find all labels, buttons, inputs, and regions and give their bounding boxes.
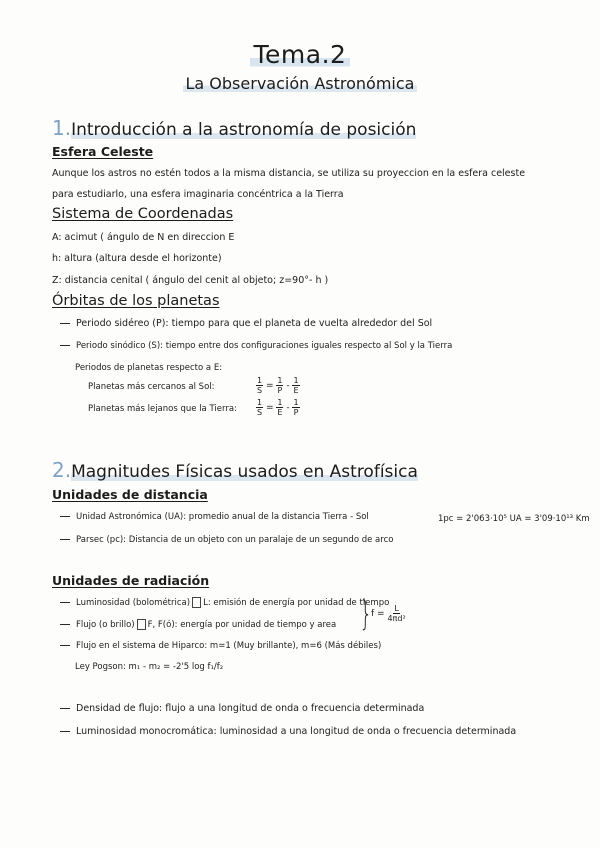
boxed-symbol [137,619,146,630]
distancia-heading: Unidades de distancia [52,487,208,502]
page-subtitle: La Observación Astronómica [0,74,600,93]
planetas-cercanos-label: Planetas más cercanos al Sol: [88,382,215,392]
periodo-sinodico: Periodo sinódico (S): tiempo entre dos configuraciones iguales respecto al Sol y la Tierra [60,341,452,351]
ley-pogson: Ley Pogson: m₁ - m₂ = -2'5 log f₁/f₂ [75,662,224,672]
bullet-dash [60,624,70,625]
formula-lejanos: $\frac{1}{S}$ = $\frac{1}{E}$ - $\frac{1}{P}$ [257,398,299,417]
bullet-dash [60,539,70,540]
flux-formula: f = $\frac{L}{\text{4πd²}}$ [371,604,406,623]
bullet-dash [60,345,70,346]
coord-acimut: A: acimut ( ángulo de N en direccion E [52,232,235,243]
coordenadas-heading: Sistema de Coordenadas [52,206,234,222]
periodo-sidereo: Periodo sidéreo (P): tiempo para que el planeta de vuelta alrededor del Sol [60,318,432,329]
section-1-heading: 1.Introducción a la astronomía de posición [52,116,417,140]
parsec: Parsec (pc): Distancia de un objeto con un paralaje de un segundo de arco [60,535,393,545]
parsec-value: 1pc = 2'063·10⁵ UA = 3'09·10¹³ Km [438,514,590,524]
bullet-dash [60,731,70,732]
densidad-flujo: Densidad de flujo: flujo a una longitud de onda o frecuencia determinada [60,703,424,714]
page-title: Tema.2 [0,40,600,69]
esfera-line-2: para estudiarlo, una esfera imaginaria concéntrica a la Tierra [52,189,344,200]
flujo: Flujo (o brillo) F, F(ó): energía por unidad de tiempo y area [60,619,336,630]
coord-cenital: Z: distancia cenital ( ángulo del cenit al objeto; z=90°- h ) [52,275,329,286]
radiacion-heading: Unidades de radiación [52,573,210,588]
unidad-astronomica: Unidad Astronómica (UA): promedio anual de la distancia Tierra - Sol [60,512,369,522]
bullet-dash [60,708,70,709]
luminosidad: Luminosidad (bolométrica) L: emisión de energía por unidad de tiempo [60,597,389,608]
bullet-dash [60,516,70,517]
section-2-heading: 2.Magnitudes Físicas usados en Astrofísica [52,458,418,482]
bullet-dash [60,645,70,646]
flujo-hiparco: Flujo en el sistema de Hiparco: m=1 (Muy brillante), m=6 (Más débiles) [60,641,381,651]
luminosidad-monocromatica: Luminosidad monocromática: luminosidad a una longitud de onda o frecuencia determinada [60,726,516,737]
bullet-dash [60,602,70,603]
planetas-lejanos-label: Planetas más lejanos que la Tierra: [88,404,237,414]
formula-cercanos: $\frac{1}{S}$ = $\frac{1}{P}$ - $\frac{1}{E}$ [257,376,299,395]
esfera-line-1: Aunque los astros no estén todos a la misma distancia, se utiliza su proyeccion en la esfera celeste [52,168,526,179]
orbitas-heading: Órbitas de los planetas [52,293,220,309]
periodos-label: Periodos de planetas respecto a E: [75,363,223,373]
brace-symbol: } [359,594,373,634]
esfera-celeste-heading: Esfera Celeste [52,144,154,159]
bullet-dash [60,323,70,324]
coord-altura: h: altura (altura desde el horizonte) [52,253,222,264]
boxed-symbol [192,597,201,608]
